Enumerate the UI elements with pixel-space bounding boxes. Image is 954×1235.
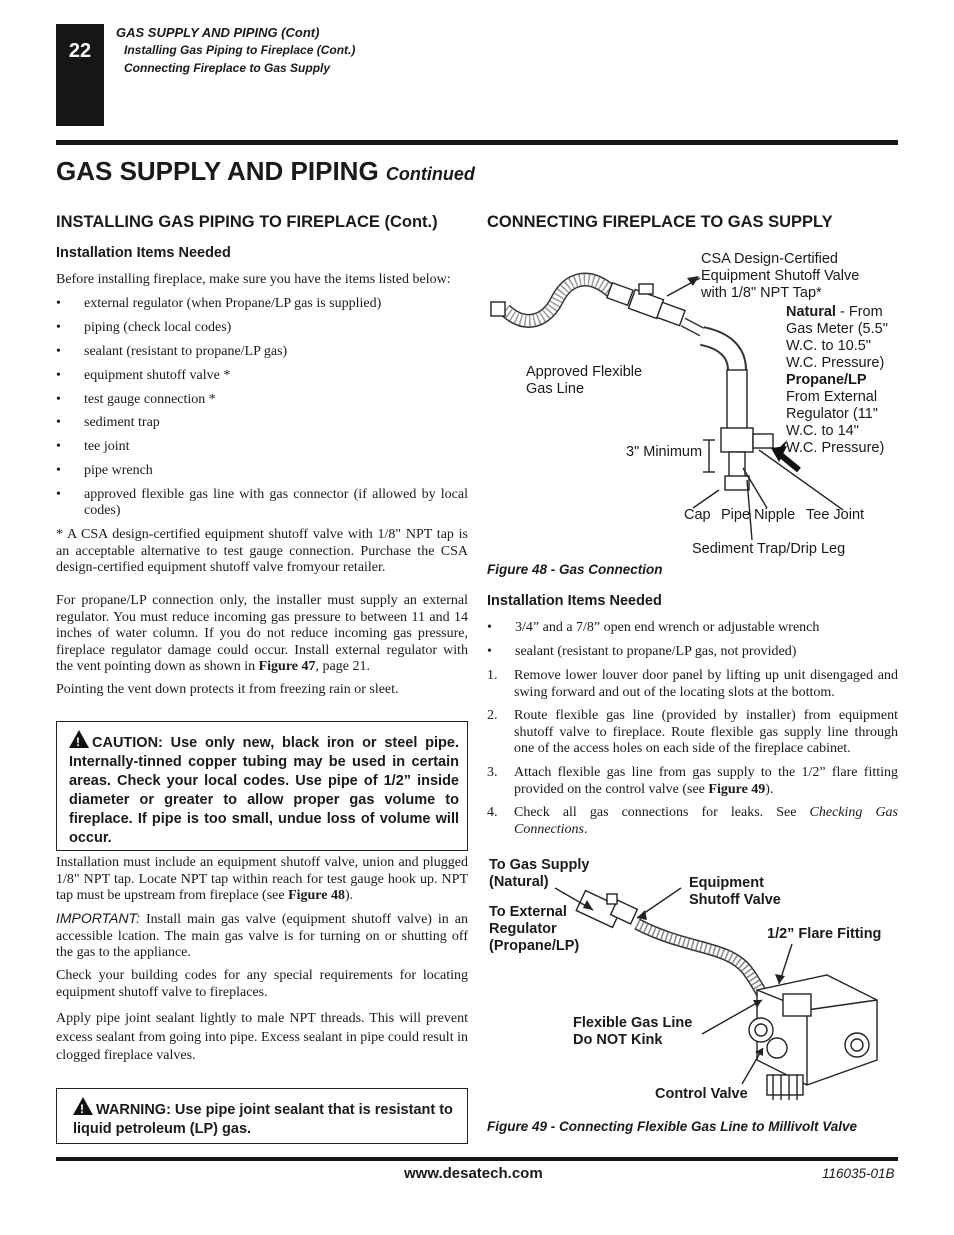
left-subheading: Installation Items Needed [56, 245, 231, 261]
left-footnote: * A CSA design-certified equipment shutoff valve with 1/8" NPT tap is an acceptable alternative to test gauge connection. Purchase the CSA design-certified equipment shutoff valve fromyour retailer. [56, 527, 468, 575]
step-item: 2. Route flexible gas line (provided by installer) from equipment shutoff valve to fireplace. Route flexible gas supply line through one of the access holes on each side of the fireplace cabinet. [487, 708, 898, 756]
warning-triangle-icon: ! [69, 730, 89, 748]
fig48-natural-label: Natural - From Gas Meter (5.5" W.C. to 10.5" W.C. Pressure) [786, 304, 888, 371]
right-items-list: • 3/4” and a 7/8” open end wrench or adjustable wrench • sealant (resistant to propane/LP gas, not provided) [487, 620, 820, 659]
header-rule [56, 140, 898, 145]
page-title [56, 156, 475, 187]
fig49-supply-label: To Gas Supply (Natural) [489, 857, 590, 890]
fig48-cap-label: Cap [684, 507, 711, 523]
figure-ref: Figure 49 [708, 781, 766, 797]
caution-text: ! CAUTION: Use only new, black iron or steel pipe. Internally-tinned copper tubing may be used in certain areas. Check your local codes. Use pipe of 1/2” inside diameter or greater to allow proper gas volume to fireplace. If pipe is too small, undue loss of volume will occur. [69, 730, 459, 848]
header-sub2: Connecting Fireplace to Gas Supply [124, 61, 331, 75]
header-sub1: Installing Gas Piping to Fireplace (Cont.) [124, 43, 356, 57]
left-para-sealant: Apply pipe joint sealant lightly to male NPT threads. This will prevent excess sealant from going into pipe. Excess sealant in pipe could result in clogged fireplace valves. [56, 1011, 468, 1063]
section-ref: Checking Gas Connections [514, 805, 899, 837]
page-number: 22 [68, 40, 92, 62]
step-item: 1. Remove lower louver door panel by lifting up unit disengaged and swing forward and out of the locating slots at the bottom. [487, 668, 898, 700]
page-number-box [56, 24, 104, 126]
left-para-install: Installation must include an equipment shutoff valve, union and plugged 1/8" NPT tap. Locate NPT tap within reach for test gauge hook up. NPT tap must be upstream from fireplace (see Figure 48). [56, 855, 468, 903]
footer-rule [56, 1157, 898, 1161]
fig48-tee-label: Tee Joint [806, 507, 865, 523]
fig48-propane-label: Propane/LP From External Regulator (11" W.C. to 14" W.C. Pressure) [786, 372, 885, 456]
page-title-continued: Continued [385, 164, 475, 184]
fig49-control-label: Control Valve [655, 1086, 748, 1102]
warning-box [56, 1088, 468, 1144]
left-intro: Before installing fireplace, make sure you have the items listed below: [56, 272, 451, 287]
fig48-flex-line-label: Approved Flexible Gas Line [526, 364, 643, 397]
step-item: 3. Attach flexible gas line from gas supply to the 1/2” flare fitting provided on the control valve (see Figure 49). [487, 765, 898, 797]
figure-ref: Figure 48 [288, 888, 345, 903]
important-label: IMPORTANT: [56, 910, 140, 926]
footer-code: 116035-01B [822, 1166, 895, 1181]
step-item: 4. Check all gas connections for leaks. See Checking Gas Connections. [487, 805, 899, 837]
left-heading: INSTALLING GAS PIPING TO FIREPLACE (Cont.) [56, 213, 438, 231]
left-para-vent: Pointing the vent down protects it from freezing rain or sleet. [56, 682, 399, 697]
fig49-caption: Figure 49 - Connecting Flexible Gas Line to Millivolt Valve [487, 1119, 858, 1134]
left-para-codes: Check your building codes for any special requirements for locating equipment shutoff valve to fireplaces. [56, 968, 468, 1000]
fig48-valve-label: CSA Design-Certified Equipment Shutoff Valve with 1/8" NPT Tap* [701, 251, 860, 301]
fig49-flex-line-label: Flexible Gas Line Do NOT Kink [573, 1015, 693, 1048]
page-title-main: GAS SUPPLY AND PIPING [56, 156, 379, 186]
left-para-lp: For propane/LP connection only, the installer must supply an external regulator. You must reduce incoming gas pressure to between 11 and 14 inches of water column. If you do not reduce incoming gas pressure, fireplace regulator damage could occur. Install external regulator with the vent pointing down as shown in Figure 47, page 21. [56, 593, 468, 674]
fig48-caption: Figure 48 - Gas Connection [487, 562, 663, 577]
fig49-flare-label: 1/2” Flare Fitting [767, 926, 882, 942]
figure-ref: Figure 47 [258, 659, 316, 674]
left-para-important: IMPORTANT: Install main gas valve (equipment shutoff valve) in an accessible lcation. The main gas valve is for turning on or shutting off the gas to the appliance. [56, 910, 468, 960]
fig48-nipple-label: Pipe Nipple [721, 507, 796, 523]
fig49-valve-label: Equipment Shutoff Valve [689, 875, 781, 908]
fig48-minimum-label: 3" Minimum [626, 444, 703, 460]
left-items-list: • external regulator (when Propane/LP gas is supplied) • piping (check local codes) • sealant (resistant to propane/LP gas) • equipment shutoff valve * • test gauge connection * • sediment trap • tee joint • pipe wrench • approved flexible gas line with gas connector (if allowed by local codes) [56, 296, 468, 518]
right-heading: CONNECTING FIREPLACE TO GAS SUPPLY [487, 213, 833, 231]
fig48-trap-label: Sediment Trap/Drip Leg [692, 541, 846, 557]
caution-box [56, 721, 468, 851]
footer-url[interactable]: www.desatech.com [404, 1165, 543, 1182]
header-section: GAS SUPPLY AND PIPING (Cont) [116, 25, 320, 40]
warning-triangle-icon: ! [73, 1097, 93, 1115]
warning-text: ! WARNING: Use pipe joint sealant that is resistant to liquid petroleum (LP) gas. [73, 1097, 459, 1139]
fig49-regulator-label: To External Regulator (Propane/LP) [489, 904, 580, 954]
right-subheading: Installation Items Needed [487, 593, 662, 609]
